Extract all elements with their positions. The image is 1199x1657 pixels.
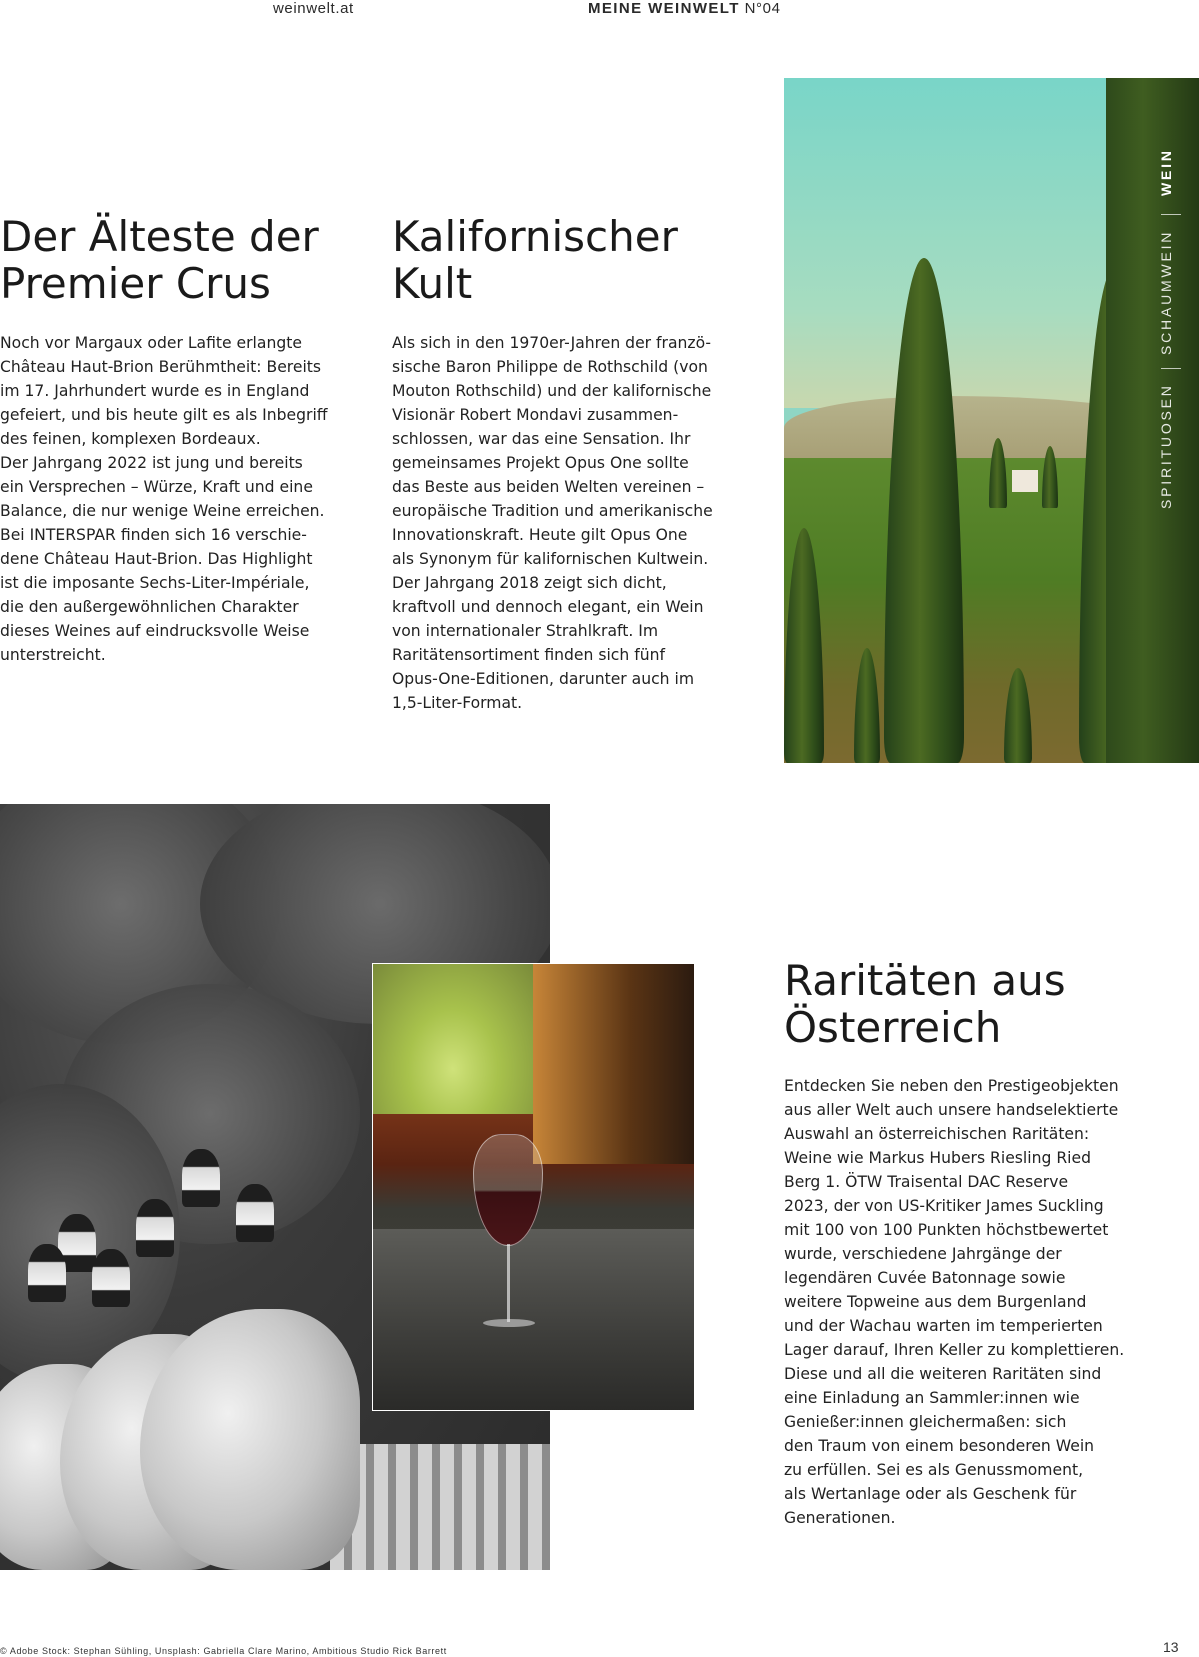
photo-dark-tree — [1106, 78, 1199, 763]
photo-table — [373, 1229, 695, 1411]
header-site-url[interactable]: weinwelt.at — [273, 0, 354, 17]
photo-window — [373, 964, 533, 1114]
wine-glass-photo — [372, 963, 695, 1411]
photo-chapel — [1012, 470, 1038, 492]
article-body-opus-one: Als sich in den 1970er-Jahren der franzö- sische Baron Philippe de Rothschild (von Mouton Rothschild) und der kalifornische Visionär Robert Mondavi zusammen- schlossen, war das eine Sensation. Ihr gemeinsames Projekt Opus One sollte das Beste aus beiden Welten vereinen – europäische Tradition und amerikanische Innovationskraft. Heute gilt Opus One als Synonym für kalifornischen Kultwein. Der Jahrgang 2018 zeigt sich dicht, kraftvoll und dennoch elegant, ein Wein von internationaler Strahlkraft. Im Raritätensortiment finden sich fünf Opus-One-Editionen, darunter auch im 1,5-Liter-Format. — [392, 334, 713, 712]
article-title-opus-one: Kalifornischer Kult — [392, 212, 678, 308]
tab-wein[interactable]: WEIN — [1158, 148, 1174, 196]
photo-lamp — [236, 1184, 274, 1242]
article-body-oesterreich: Entdecken Sie neben den Prestigeobjekten aus aller Welt auch unsere handselektierte Auswahl an österreichischen Raritäten: Weine wie Markus Hubers Riesling Ried Berg 1. ÖTW Traisental DAC Reserve 2023, der von US-Kritiker James Suckling mit 100 von 100 Punkten höchstbewertet wurde, verschiedene Jahrgänge der legendären Cuvée Batonnage sowie weitere Topweine aus dem Burgenland und der Wachau warten im temperierten Lager darauf, Ihren Keller zu komplettieren. Diese und all die weiteren Raritäten sind eine Einladung an Sammler:innen wie Genießer:innen gleichermaßen: sich den Traum von einem besonderen Wein zu erfüllen. Sei es als Genussmoment, als Wertanlage oder als Geschenk für Generationen. — [784, 1077, 1125, 1527]
article-title-haut-brion: Der Älteste der Premier Crus — [0, 212, 319, 308]
category-tabs — [1158, 130, 1184, 510]
photo-glass-base — [483, 1319, 535, 1327]
magazine-name: MEINE WEINWELT — [588, 0, 740, 17]
tab-divider — [1161, 214, 1181, 215]
photo-lamp — [182, 1149, 220, 1207]
tab-spirituosen[interactable]: SPIRITUOSEN — [1158, 383, 1174, 509]
photo-wooden-frame — [533, 964, 695, 1164]
photo-lamp — [28, 1244, 66, 1302]
header-magazine-title — [588, 0, 781, 17]
article-title-oesterreich: Raritäten aus Österreich — [784, 956, 1066, 1052]
photo-lamp — [136, 1199, 174, 1257]
photo-balustrade — [330, 1444, 550, 1570]
article-body-haut-brion: Noch vor Margaux oder Lafite erlangte Château Haut-Brion Berühmtheit: Bereits im 17. Jahrhundert wurde es in England gefeiert, und bis heute gilt es als Inbegriff des feinen, komplexen Bordeaux. Der Jahrgang 2022 ist jung und bereits ein Versprechen – Würze, Kraft und eine Balance, die nur wenige Weine erreichen. Bei INTERSPAR finden sich 16 verschie- dene Château Haut-Brion. Das Highlight ist die imposante Sechs-Liter-Impériale, die den außergewöhnlichen Charakter dieses Weines auf eindrucksvolle Weise unterstreicht. — [0, 334, 328, 664]
tab-divider — [1161, 368, 1181, 369]
page-number: 13 — [1163, 1639, 1179, 1655]
photo-credit: © Adobe Stock: Stephan Sühling, Unsplash: Gabriella Clare Marino, Ambitious Studio Rick Barrett — [0, 1646, 447, 1656]
magazine-issue: N°04 — [744, 0, 781, 17]
tab-schaumwein[interactable]: SCHAUMWEIN — [1158, 229, 1174, 355]
photo-lamp — [92, 1249, 130, 1307]
photo-glass-stem — [507, 1244, 510, 1322]
tuscany-cypress-photo — [784, 78, 1199, 763]
